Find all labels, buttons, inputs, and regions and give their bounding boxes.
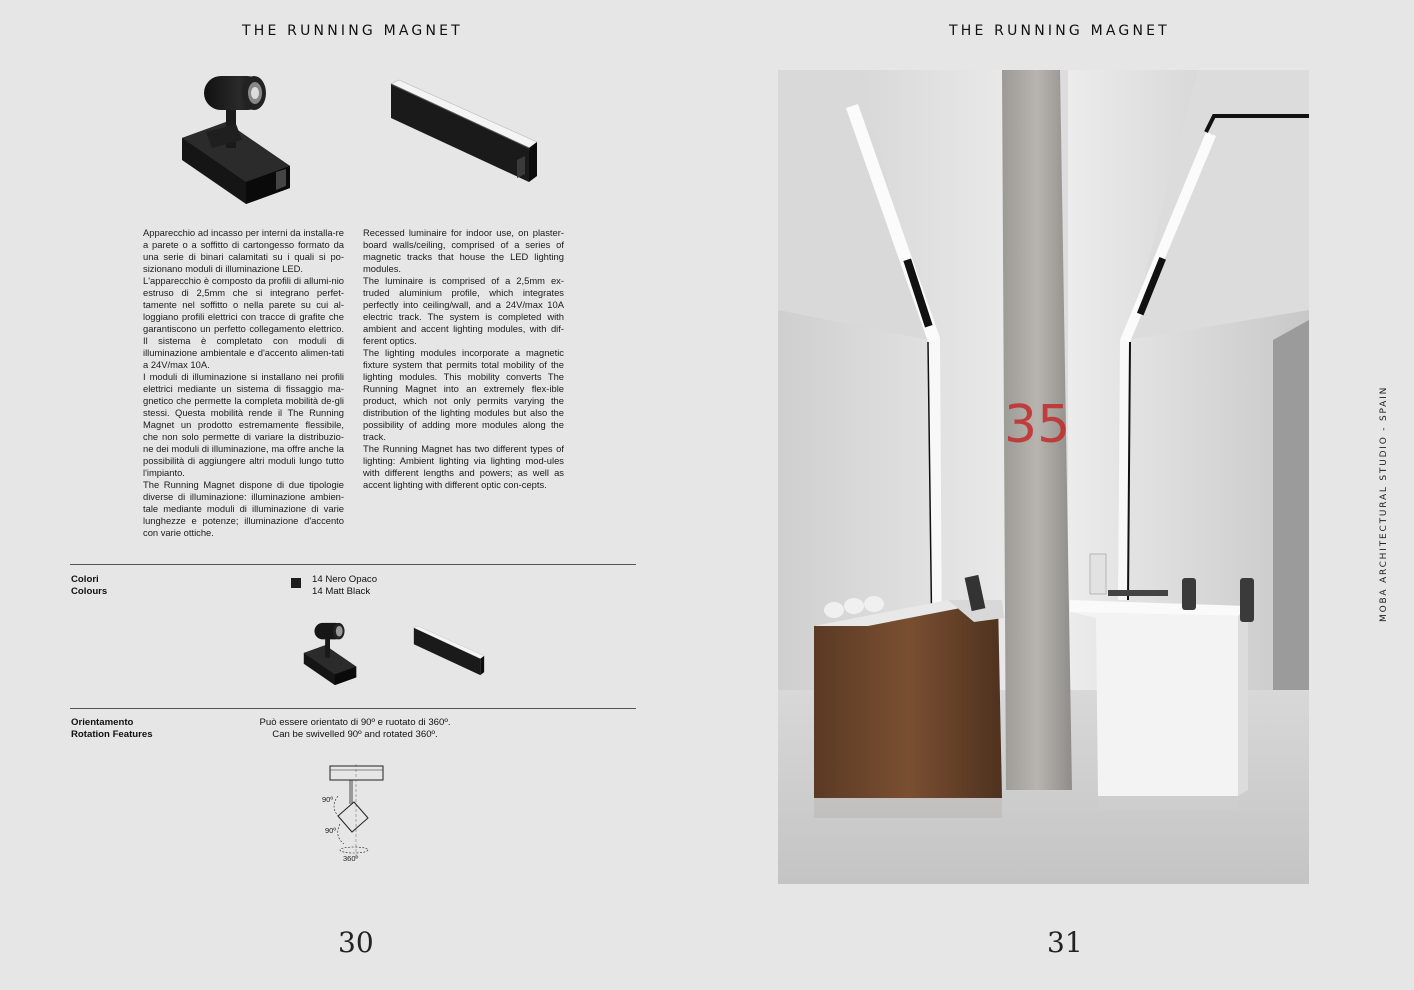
description-italian-paragraph: I moduli di illuminazione si installano nei profili elettrici mediante un sistema di fissaggio ma-gnetico che permette la completa mobilità de-gli stessi. Questa mobilità rende il The Running Magnet un prodotto estremamente flessibile, che non solo permette di variare la distribuzio-ne dei moduli di illuminazione, ma offre anche la possibilità di aggiungere altri moduli lungo tutto l'impianto. (143, 371, 344, 478)
colour-name-it: 14 Nero Opaco (312, 574, 378, 585)
description-italian-paragraph: Apparecchio ad incasso per interni da installa-re a parete o a soffitto di cartongesso formato da una serie di binari calamitati su i quali si po-sizionano moduli di illuminazione LED. (143, 227, 344, 274)
colours-label (71, 574, 107, 598)
right-page (707, 0, 1414, 990)
linear-module-image (389, 78, 539, 186)
description-italian-paragraph: The Running Magnet dispone di due tipologie diverse di illuminazione: illuminazione ambien-tale mediante moduli di illuminazione di varie lunghezze e potenze; illuminazione d'accento con varie ottiche. (143, 479, 344, 538)
description-italian-paragraph: L'apparecchio è composto da profili di allumi-nio estruso di 2,5mm che si integrano perfet-tamente nel soffitto o nella parete su cui al-loggiano profili elettrici con tracce di grafite che garantiscono un perfetto collegamento elettrico. Il sistema è completato con moduli di illuminazione ambientale e d'accento alimen-tati a 24V/max 10A. (143, 275, 344, 370)
divider (70, 564, 636, 565)
colours-label-it: Colori (71, 574, 99, 585)
rotation-diagram (316, 760, 396, 868)
colour-name-en: 14 Matt Black (312, 586, 371, 597)
rotation-label (71, 717, 153, 741)
interior-photo (778, 70, 1309, 884)
angle-label-bottom: 90º (325, 826, 337, 835)
spotlight-module-small-image (300, 620, 360, 688)
column-number: 35 (1004, 395, 1071, 455)
page-number-right: 31 (1047, 926, 1083, 959)
rotation-label-it: Orientamento (71, 717, 134, 728)
colour-name (312, 574, 377, 598)
interior-photo-illustration (778, 70, 1309, 884)
spotlight-module-image (176, 70, 296, 210)
linear-module-small-image (412, 625, 486, 677)
rotation-text-it: Può essere orientato di 90º e ruotato di 360º. (259, 717, 451, 728)
description-english-paragraph: The Running Magnet has two different types of lighting: Ambient lighting via lighting mod-ules with different lengths and powers; as well as accent lighting with different optic con-cepts. (363, 443, 564, 490)
angle-label-rotation: 360º (343, 854, 359, 863)
description-italian (143, 227, 344, 539)
divider (70, 708, 636, 709)
running-title-right: THE RUNNING MAGNET (949, 23, 1170, 39)
description-english (363, 227, 564, 491)
running-title-left: THE RUNNING MAGNET (242, 23, 463, 39)
rotation-label-en: Rotation Features (71, 729, 153, 740)
rotation-text-en: Can be swivelled 90º and rotated 360º. (272, 729, 438, 740)
angle-label-top: 90º (322, 795, 334, 804)
rotation-text (240, 717, 470, 741)
description-english-paragraph: The lighting modules incorporate a magnetic fixture system that permits total mobility of the lighting modules. This mobility converts The Running Magnet into an extremely flex-ible product, which not only permits varying the distribution of the lighting modules but also the possibility of adding more modules along the track. (363, 347, 564, 442)
description-english-paragraph: The luminaire is comprised of a 2,5mm ex-truded aluminium profile, which integrates perfectly into ceiling/wall, and a 24V/max 10A electric track. The system is completed with ambient and accent lighting modules, with dif-ferent optics. (363, 275, 564, 346)
description-english-paragraph: Recessed luminaire for indoor use, on plaster-board walls/ceiling, comprised of a series of magnetic tracks that house the LED lighting modules. (363, 227, 564, 274)
side-credit: MOBA ARCHITECTURAL STUDIO - SPAIN (1379, 385, 1389, 622)
matt-black-swatch (291, 578, 301, 588)
colours-label-en: Colours (71, 586, 108, 597)
page-number-left: 30 (338, 926, 374, 959)
